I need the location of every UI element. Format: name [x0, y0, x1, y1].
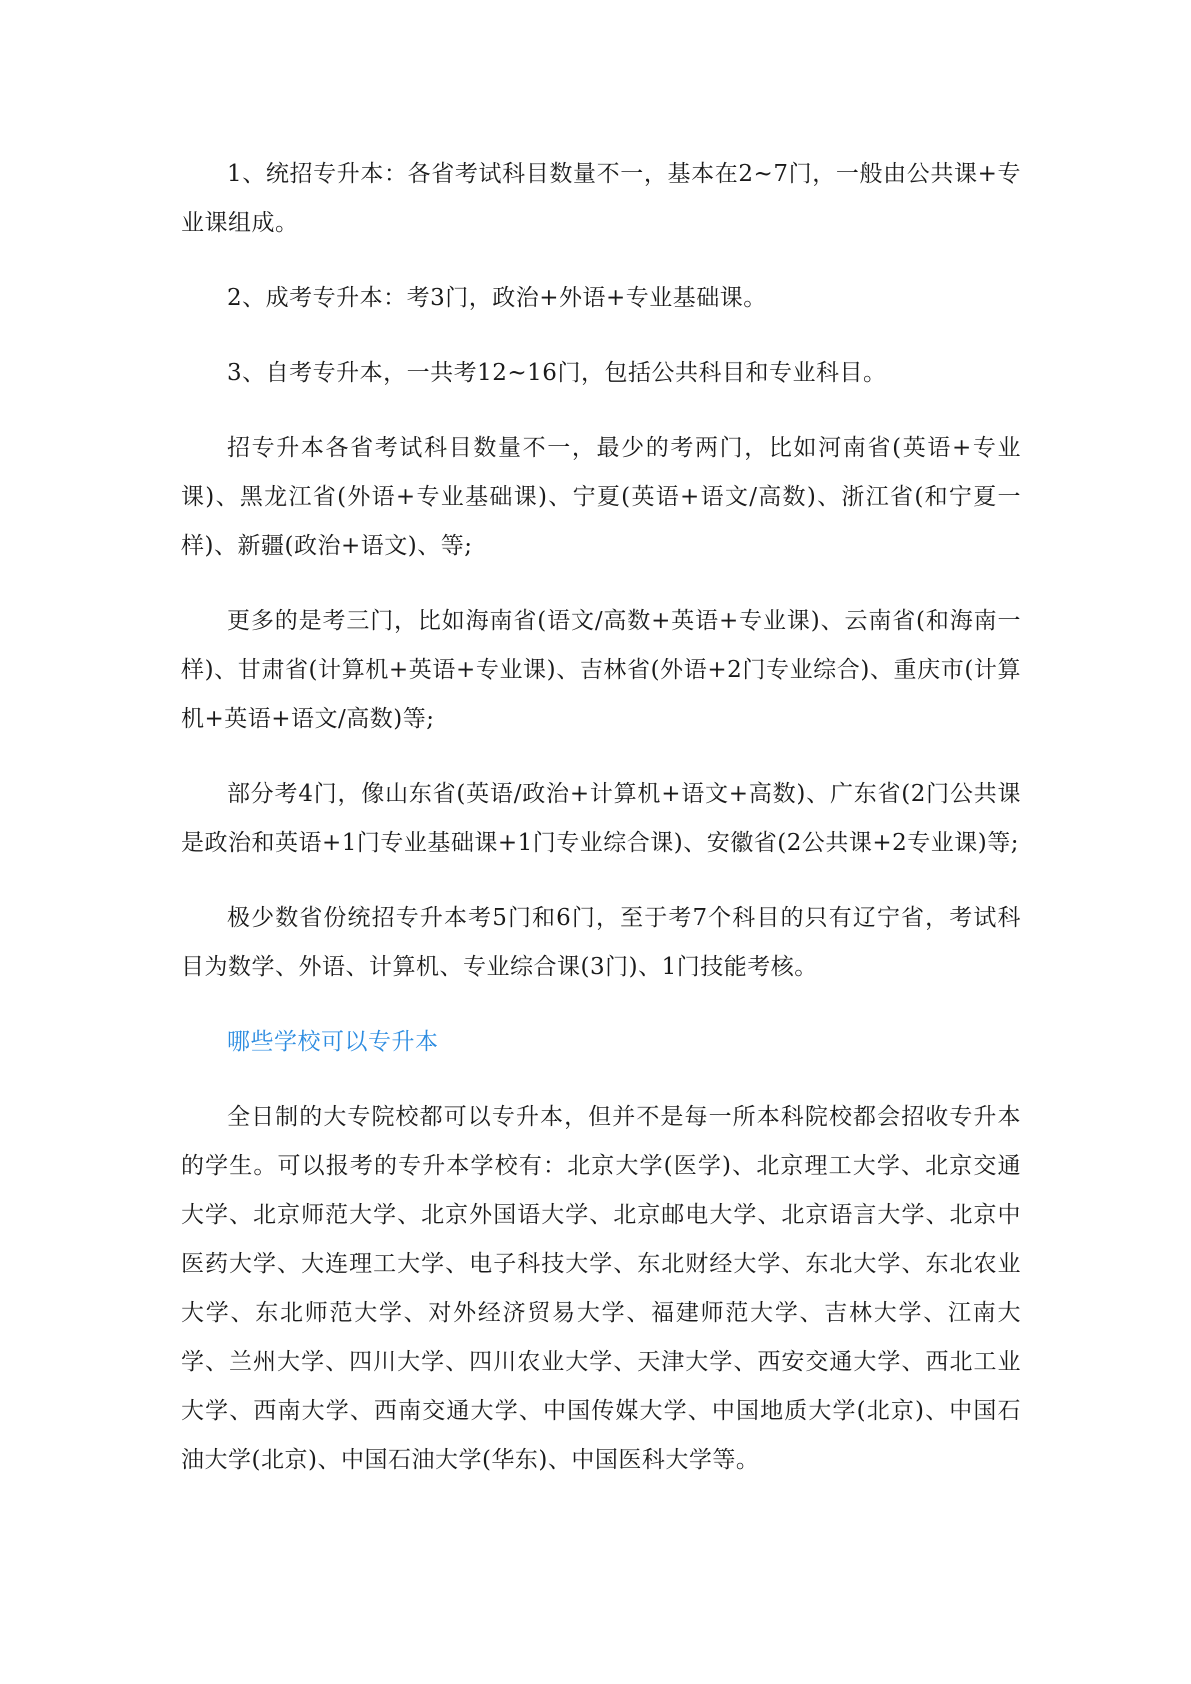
paragraph-four-subjects: 部分考4门，像山东省(英语/政治+计算机+语文+高数)、广东省(2门公共课是政治和英语+1门专业基础课+1门专业综合课)、安徽省(2公共课+2专业课)等;: [181, 781, 1021, 856]
paragraph-three-subjects: 更多的是考三门，比如海南省(语文/高数+英语+专业课)、云南省(和海南一样)、甘肃省(计算机+英语+专业课)、吉林省(外语+2门专业综合)、重庆市(计算机+英语+语文/高数)等;: [181, 608, 1021, 732]
paragraph-five-plus-subjects: 极少数省份统招专升本考5门和6门，至于考7个科目的只有辽宁省，考试科目为数学、外语、计算机、专业综合课(3门)、1门技能考核。: [181, 905, 1021, 980]
paragraph-school-list: 全日制的大专院校都可以专升本，但并不是每一所本科院校都会招收专升本的学生。可以报考的专升本学校有：北京大学(医学)、北京理工大学、北京交通大学、北京师范大学、北京外国语大学、北京邮电大学、北京语言大学、北京中医药大学、大连理工大学、电子科技大学、东北财经大学、东北大学、东北农业大学、东北师范大学、对外经济贸易大学、福建师范大学、吉林大学、江南大学、兰州大学、四川大学、四川农业大学、天津大学、西安交通大学、西北工业大学、西南大学、西南交通大学、中国传媒大学、中国地质大学(北京)、中国石油大学(北京)、中国石油大学(华东)、中国医科大学等。: [181, 1104, 1021, 1473]
paragraph-unified-exam: 1、统招专升本：各省考试科目数量不一，基本在2~7门，一般由公共课+专业课组成。: [181, 161, 1021, 236]
paragraph-adult-exam: 2、成考专升本：考3门，政治+外语+专业基础课。: [227, 285, 767, 311]
paragraph-self-study-exam: 3、自考专升本，一共考12~16门，包括公共科目和专业科目。: [227, 360, 887, 386]
section-heading-link[interactable]: 哪些学校可以专升本: [227, 1029, 439, 1055]
paragraph-two-subjects: 招专升本各省考试科目数量不一，最少的考两门，比如河南省(英语+专业课)、黑龙江省(外语+专业基础课)、宁夏(英语+语文/高数)、浙江省(和宁夏一样)、新疆(政治+语文)、等;: [181, 435, 1021, 559]
document-page: [181, 150, 1021, 1511]
